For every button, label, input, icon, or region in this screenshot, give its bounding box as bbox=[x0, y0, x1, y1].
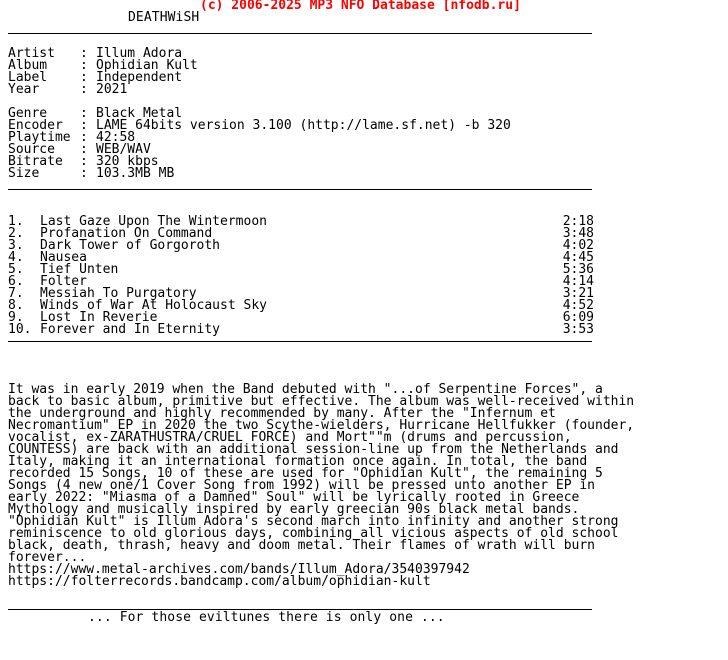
track-duration: 3:21 bbox=[562, 286, 594, 301]
description-line: early 2022: "Miasma of a Damned" Soul" will be lyrically rooted in Greece bbox=[8, 490, 580, 505]
footer-tagline: ... For those eviltunes there is only one ... bbox=[88, 610, 445, 625]
field-value: 103.3MB MB bbox=[96, 166, 175, 181]
track-duration: 5:36 bbox=[562, 262, 594, 277]
field-label: Album bbox=[8, 58, 48, 73]
field-separator: : bbox=[80, 130, 88, 145]
track-title: Winds of War At Holocaust Sky bbox=[40, 298, 267, 313]
description-line: vocalist, ex-ZARATHUSTRA/CRUEL FORCE) and Mort""m (drums and percussion, bbox=[8, 430, 572, 445]
track-number: 5. bbox=[8, 262, 24, 277]
track-number: 8. bbox=[8, 298, 24, 313]
track-duration: 4:45 bbox=[562, 250, 594, 265]
divider-tracklist-bottom bbox=[8, 341, 592, 342]
field-year bbox=[8, 84, 127, 96]
field-value: LAME 64bits version 3.100 (http://lame.sf.net) -b 320 bbox=[96, 118, 511, 133]
track-title: Lost In Reverie bbox=[40, 310, 158, 325]
divider-tracklist-top bbox=[8, 189, 592, 190]
description-line: COUNTESS) are back with an additional session-line up from the Netherlands and bbox=[8, 442, 619, 457]
field-value: 320 kbps bbox=[96, 154, 159, 169]
description-link[interactable]: https://folterrecords.bandcamp.com/album/ophidian-kult bbox=[8, 574, 431, 589]
field-separator: : bbox=[80, 82, 88, 97]
track-number: 1. bbox=[8, 214, 24, 229]
field-label: Year bbox=[8, 82, 40, 97]
track-title: Last Gaze Upon The Wintermoon bbox=[40, 214, 267, 229]
track-title: Dark Tower of Gorgoroth bbox=[40, 238, 221, 253]
track-title: Folter bbox=[40, 274, 87, 289]
track-title: Tief Unten bbox=[40, 262, 119, 277]
field-label: Source bbox=[8, 142, 55, 157]
description-line: black, death, thrash, heavy and doom metal. Their flames of wrath will burn bbox=[8, 538, 595, 553]
field-separator: : bbox=[80, 142, 88, 157]
track-number: 7. bbox=[8, 286, 24, 301]
description-line: Mythology and musically inspired by early greecian 90s black metal bands. bbox=[8, 502, 580, 517]
track-title: Forever and In Eternity bbox=[40, 322, 221, 337]
field-separator: : bbox=[80, 118, 88, 133]
field-separator: : bbox=[80, 154, 88, 169]
field-label: Genre bbox=[8, 106, 48, 121]
track-number: 3. bbox=[8, 238, 24, 253]
field-label: Label bbox=[8, 70, 48, 85]
description-line: the underground and highly recommended by many. After the "Infernum et bbox=[8, 406, 556, 421]
description-line: It was in early 2019 when the Band debuted with "...of Serpentine Forces", a bbox=[8, 382, 603, 397]
track-title: Profanation On Command bbox=[40, 226, 213, 241]
track-number: 10. bbox=[8, 322, 32, 337]
description-line: back to basic album, primitive but effective. The album was well-received within bbox=[8, 394, 635, 409]
description-line: Songs (4 new one/1 Cover Song from 1992) will be pressed unto another EP in bbox=[8, 478, 595, 493]
track-row bbox=[8, 240, 594, 252]
release-description bbox=[8, 384, 648, 588]
track-row bbox=[8, 264, 594, 276]
track-number: 4. bbox=[8, 250, 24, 265]
track-number: 9. bbox=[8, 310, 24, 325]
field-label: Playtime bbox=[8, 130, 71, 145]
description-line: "Ophidian Kult" is Illum Adora's second march into infinity and another strong bbox=[8, 514, 619, 529]
field-value: 2021 bbox=[96, 82, 128, 97]
track-number: 6. bbox=[8, 274, 24, 289]
field-value: Black Metal bbox=[96, 106, 183, 121]
description-line: forever... bbox=[8, 550, 87, 565]
track-row bbox=[8, 324, 594, 336]
release-group-title: DEATHWiSH bbox=[128, 10, 200, 25]
track-duration: 4:52 bbox=[562, 298, 594, 313]
field-value: 42:58 bbox=[96, 130, 136, 145]
field-separator: : bbox=[80, 58, 88, 73]
field-separator: : bbox=[80, 70, 88, 85]
description-line: reminiscence to old glorious days, combining all vicious aspects of old school bbox=[8, 526, 619, 541]
field-value: Ophidian Kult bbox=[96, 58, 198, 73]
field-size bbox=[8, 168, 174, 180]
divider-top bbox=[8, 33, 592, 34]
track-duration: 4:02 bbox=[562, 238, 594, 253]
track-title: Messiah To Purgatory bbox=[40, 286, 197, 301]
track-number: 2. bbox=[8, 226, 24, 241]
track-duration: 3:53 bbox=[562, 322, 594, 337]
track-duration: 2:18 bbox=[562, 214, 594, 229]
field-value: Illum Adora bbox=[96, 46, 183, 61]
description-line: Necromantium" EP in 2020 the two Scythe-wielders, Hurricane Hellfukker (founder, bbox=[8, 418, 635, 433]
nfodb-credit: (c) 2006-2025 MP3 NFO Database [nfodb.ru] bbox=[200, 0, 521, 13]
track-duration: 3:48 bbox=[562, 226, 594, 241]
field-separator: : bbox=[80, 106, 88, 121]
description-line: Italy, making it an international formation once again. In total, the band bbox=[8, 454, 588, 469]
field-label: Size bbox=[8, 166, 40, 181]
field-separator: : bbox=[80, 166, 88, 181]
description-link[interactable]: https://www.metal-archives.com/bands/Illum_Adora/3540397942 bbox=[8, 562, 470, 577]
field-label: Bitrate bbox=[8, 154, 63, 169]
field-label: Encoder bbox=[8, 118, 63, 133]
track-duration: 6:09 bbox=[562, 310, 594, 325]
field-separator: : bbox=[80, 46, 88, 61]
field-value: Independent bbox=[96, 70, 183, 85]
field-value: WEB/WAV bbox=[96, 142, 151, 157]
description-line: recorded 15 Songs, 10 of these are used for "Ophidian Kult", the remaining 5 bbox=[8, 466, 603, 481]
field-label: Artist bbox=[8, 46, 55, 61]
track-title: Nausea bbox=[40, 250, 87, 265]
track-duration: 4:14 bbox=[562, 274, 594, 289]
